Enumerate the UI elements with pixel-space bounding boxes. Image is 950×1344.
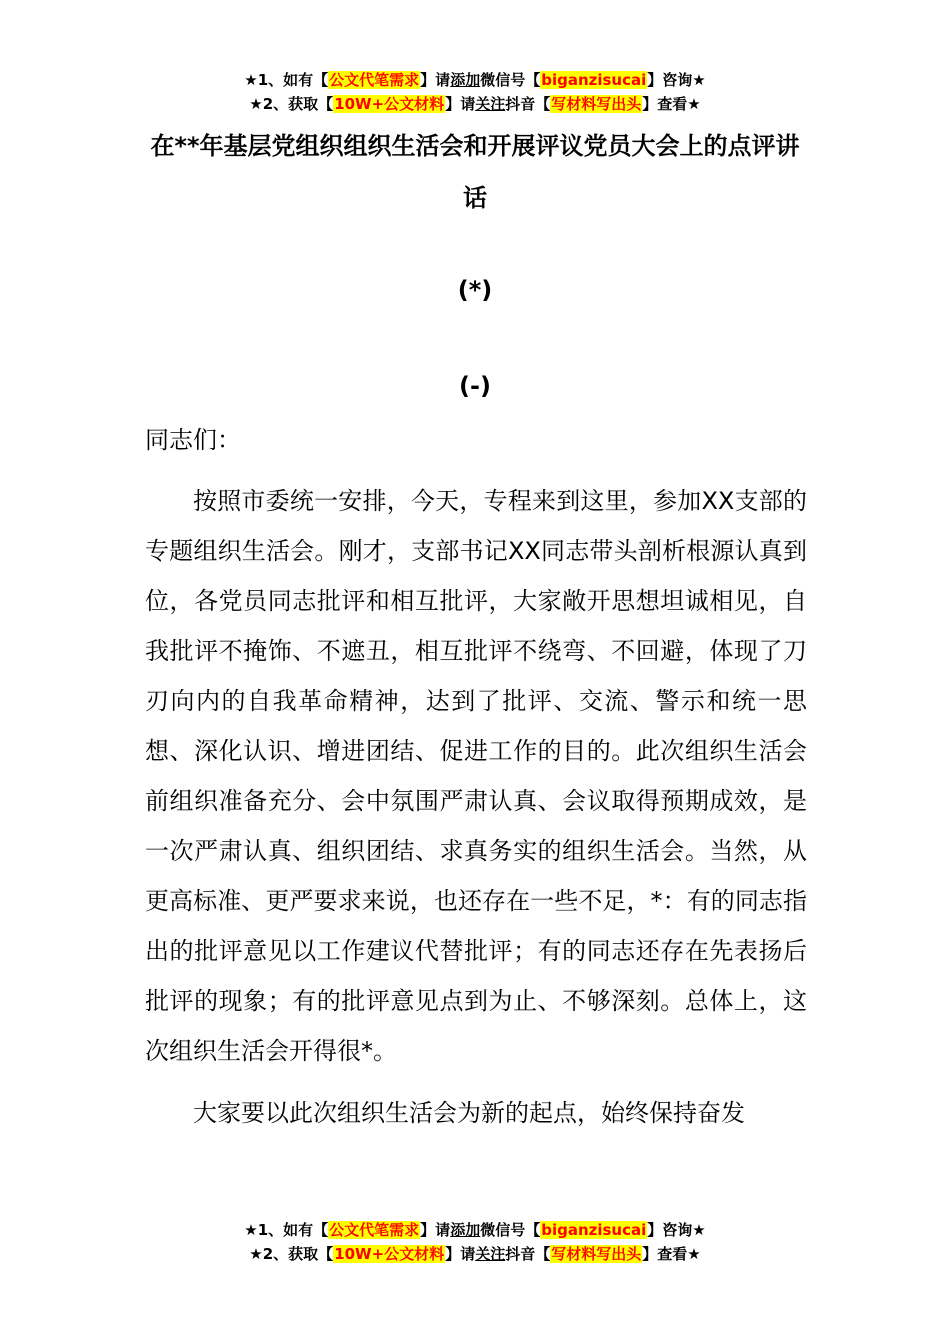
star-icon: ★ <box>244 71 258 89</box>
banner-text: 1、如有【 <box>257 71 329 89</box>
banner-line-1 <box>0 1218 950 1242</box>
star-icon: ★ <box>249 1245 263 1263</box>
banner-text: 】咨询★ <box>647 1221 706 1239</box>
document-body <box>145 476 807 1150</box>
banner-text: 】咨询★ <box>647 71 706 89</box>
document-title: 在**年基层党组织组织生活会和开展评议党员大会上的点评讲话 <box>150 132 800 212</box>
banner-text: 微信号【 <box>480 71 541 89</box>
banner-text: 】请 <box>420 71 451 89</box>
banner-text: 2、获取【 <box>262 1245 334 1263</box>
banner-emphasis: 关注 <box>475 95 506 113</box>
banner-line-1 <box>0 68 950 92</box>
banner-text: 】查看★ <box>642 1245 701 1263</box>
salutation: 同志们： <box>145 426 241 454</box>
highlight-materials: 10W+公文材料 <box>334 1245 445 1263</box>
highlight-service: 公文代笔需求 <box>329 1221 420 1239</box>
banner-text: 1、如有【 <box>257 1221 329 1239</box>
highlight-douyin-account: 写材料写出头 <box>551 95 642 113</box>
body-paragraph: 大家要以此次组织生活会为新的起点，始终保持奋发 <box>193 1099 745 1127</box>
banner-emphasis: 添加 <box>450 71 481 89</box>
banner-text: 】请 <box>420 1221 451 1239</box>
star-icon: ★ <box>249 95 263 113</box>
banner-line-2 <box>0 92 950 116</box>
footer-banner <box>0 1218 950 1266</box>
banner-line-2 <box>0 1242 950 1266</box>
star-icon: ★ <box>244 1221 258 1239</box>
highlight-douyin-account: 写材料写出头 <box>551 1245 642 1263</box>
section-marker-2: (-) <box>459 372 491 400</box>
banner-text: 】请 <box>445 1245 476 1263</box>
banner-text: 微信号【 <box>480 1221 541 1239</box>
highlight-wechat-id: biganzisucai <box>541 1221 647 1239</box>
highlight-wechat-id: biganzisucai <box>541 71 647 89</box>
header-banner <box>0 68 950 116</box>
banner-emphasis: 关注 <box>475 1245 506 1263</box>
banner-text: 2、获取【 <box>262 95 334 113</box>
banner-emphasis: 添加 <box>450 1221 481 1239</box>
body-paragraph: 按照市委统一安排，今天，专程来到这里，参加XX支部的专题组织生活会。刚才，支部书记XX同志带头剖析根源认真到位，各党员同志批评和相互批评，大家敞开思想坦诚相见，自我批评不掩饰、不遮丑，相互批评不绕弯、不回避，体现了刀刃向内的自我革命精神，达到了批评、交流、警示和统一思想、深化认识、增进团结、促进工作的目的。此次组织生活会前组织准备充分、会中氛围严肃认真、会议取得预期成效，是一次严肃认真、组织团结、求真务实的组织生活会。当然，从更高标准、更严要求来说，也还存在一些不足，*：有的同志指出的批评意见以工作建议代替批评；有的同志还存在先表扬后批评的现象；有的批评意见点到为止、不够深刻。总体上，这次组织生活会开得很*。 <box>145 487 807 1065</box>
section-marker-1: (*) <box>457 276 493 304</box>
highlight-service: 公文代笔需求 <box>329 71 420 89</box>
banner-text: 】查看★ <box>642 95 701 113</box>
banner-text: 】请 <box>445 95 476 113</box>
banner-text: 抖音【 <box>505 95 551 113</box>
banner-text: 抖音【 <box>505 1245 551 1263</box>
highlight-materials: 10W+公文材料 <box>334 95 445 113</box>
